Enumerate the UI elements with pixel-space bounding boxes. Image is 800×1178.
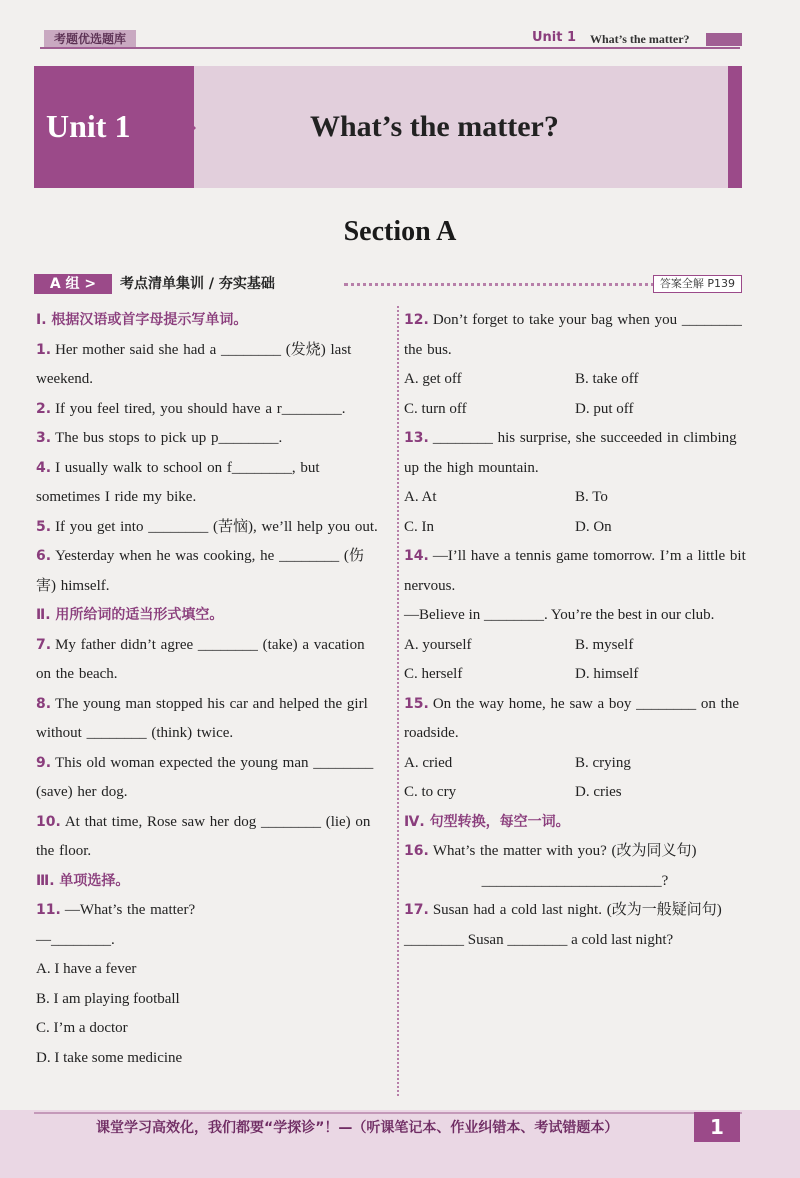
question-14-response: —Believe in ________. You’re the best in our club. (404, 607, 715, 623)
question-text: Susan had a cold last night. (改为一般疑问句) (432, 902, 722, 918)
option-d: D. On (575, 518, 612, 535)
question-text: Her mother said she had a ________ (发烧) last weekend. (36, 341, 352, 387)
question-3 (36, 424, 382, 454)
question-number: 2. (36, 400, 52, 417)
option-c: C. herself (404, 666, 463, 682)
answer-reference: 答案全解 P139 (653, 275, 742, 293)
group-dotted-line (344, 283, 674, 288)
question-number: 16. (404, 843, 429, 859)
question-number: 12. (404, 312, 429, 328)
banner-arrow-icon (180, 112, 196, 144)
question-13 (404, 424, 746, 483)
option-c: C. turn off (404, 400, 467, 417)
unit-banner (34, 66, 742, 188)
question-text: ________ his surprise, she succeeded in climbing up the high mountain. (404, 430, 737, 476)
question-number: 3. (36, 430, 52, 446)
banner-title: What’s the matter? (310, 110, 559, 143)
question-11-options (36, 955, 382, 1073)
footer-slogan: 课堂学习高效化，我们都要“学探诊”！—（听课笔记本、作业纠错本、考试错题本） (96, 1120, 619, 1136)
part-1-heading: Ⅰ. 根据汉语或首字母提示写单词。 (36, 312, 248, 328)
book-label: 考题优选题库 (44, 30, 136, 48)
question-7 (36, 631, 382, 690)
question-16-answer-line: ________________________? (481, 872, 669, 889)
question-number: 17. (404, 902, 429, 918)
banner-unit-label: Unit 1 (46, 108, 131, 144)
option-c: C. In (404, 518, 434, 535)
left-column (36, 306, 382, 1073)
question-text: The young man stopped his car and helped the girl without ________ (think) twice. (36, 695, 368, 741)
question-number: 7. (36, 636, 52, 653)
option-a: A. cried (404, 754, 453, 771)
option-a: A. get off (404, 371, 462, 387)
option-d: D. himself (575, 666, 639, 682)
question-14 (404, 542, 746, 601)
question-4 (36, 454, 382, 513)
option-a: A. I have a fever (36, 961, 137, 977)
option-d: D. I take some medicine (36, 1049, 183, 1066)
question-text: Don’t forget to take your bag when you ________ the bus. (404, 312, 742, 358)
header-unit: Unit 1 (532, 30, 577, 45)
question-text: The bus stops to pick up p________. (55, 430, 283, 446)
option-b: B. I am playing football (36, 990, 180, 1007)
question-8 (36, 690, 382, 749)
question-16 (404, 837, 746, 867)
option-a: A. At (404, 489, 437, 505)
part-4-heading: Ⅳ. 句型转换，每空一词。 (404, 813, 570, 830)
question-text: —What’s the matter? (64, 902, 196, 918)
section-title: Section A (343, 216, 457, 247)
question-11-response: —________. (36, 931, 115, 948)
header-accent-bar (706, 33, 742, 46)
question-text: —I’ll have a tennis game tomorrow. I’m a little bit nervous. (404, 548, 746, 594)
question-text: I usually walk to school on f________, but sometimes I ride my bike. (36, 459, 320, 505)
column-divider (397, 306, 399, 1096)
group-bar (34, 274, 742, 294)
part-2-heading: Ⅱ. 用所给词的适当形式填空。 (36, 607, 224, 623)
question-number: 9. (36, 754, 52, 771)
question-5 (36, 513, 382, 543)
question-number: 1. (36, 341, 52, 358)
question-15-options (404, 749, 746, 808)
question-12-options (404, 365, 746, 424)
question-text: At that time, Rose saw her dog ________ (lie) on the floor. (36, 813, 371, 859)
option-b: B. myself (575, 636, 634, 653)
option-c: C. to cry (404, 784, 457, 800)
option-d: D. cries (575, 784, 622, 800)
question-text: On the way home, he saw a boy ________ on the roadside. (404, 695, 740, 741)
banner-left-block (34, 66, 194, 188)
question-text: This old woman expected the young man ________ (save) her dog. (36, 754, 374, 800)
question-17-answer-line: ________ Susan ________ a cold last night? (404, 931, 674, 948)
question-14-options (404, 631, 746, 690)
question-text: What’s the matter with you? (改为同义句) (432, 843, 697, 859)
question-2 (36, 395, 382, 425)
question-text: Yesterday when he was cooking, he ________ (伤害) himself. (36, 548, 364, 594)
question-13-options (404, 483, 746, 542)
question-6 (36, 542, 382, 601)
question-15 (404, 690, 746, 749)
group-tag: A 组 > (34, 274, 112, 294)
option-b: B. To (575, 489, 608, 505)
header-title: What’s the matter? (590, 32, 690, 46)
option-d: D. put off (575, 400, 634, 417)
option-a: A. yourself (404, 636, 472, 653)
question-11 (36, 896, 382, 926)
option-b: B. take off (575, 371, 639, 387)
question-number: 5. (36, 518, 52, 535)
option-b: B. crying (575, 754, 631, 771)
question-number: 13. (404, 430, 429, 446)
part-3-heading: Ⅲ. 单项选择。 (36, 872, 130, 889)
question-number: 4. (36, 459, 52, 476)
header-rule (40, 47, 740, 49)
question-number: 10. (36, 813, 61, 830)
question-number: 15. (404, 695, 429, 712)
question-text: If you get into ________ (苦恼), we’ll help you out. (55, 518, 378, 535)
question-text: My father didn’t agree ________ (take) a vacation on the beach. (36, 636, 365, 682)
question-number: 14. (404, 548, 429, 564)
group-name: 考点清单集训 / 夯实基础 (120, 276, 275, 292)
question-number: 11. (36, 902, 61, 918)
question-number: 6. (36, 548, 52, 564)
footer-rule (34, 1112, 742, 1114)
question-12 (404, 306, 746, 365)
page-number: 1 (694, 1112, 740, 1142)
right-column (404, 306, 746, 955)
question-17 (404, 896, 746, 926)
question-number: 8. (36, 695, 52, 712)
question-9 (36, 749, 382, 808)
question-10 (36, 808, 382, 867)
banner-right-block (728, 66, 742, 188)
question-1 (36, 336, 382, 395)
option-c: C. I’m a doctor (36, 1020, 128, 1036)
question-text: If you feel tired, you should have a r________. (55, 400, 346, 417)
